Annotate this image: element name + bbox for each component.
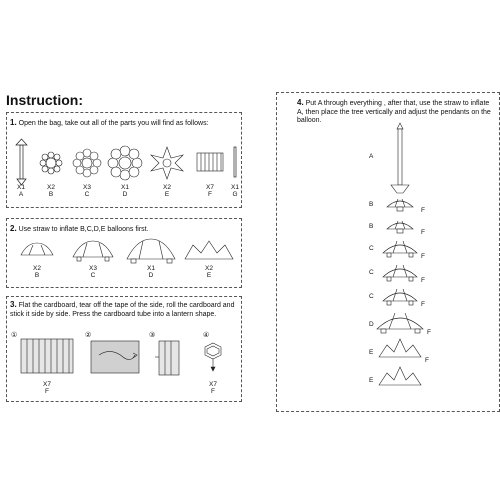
cardboard-tape-icon — [91, 341, 139, 373]
balloon-d-label: X1 D — [147, 265, 155, 279]
step2-instruction: Use straw to inflate B,C,D,E balloons first. — [18, 226, 149, 233]
stack-left-label-2: B — [369, 223, 374, 230]
step3-left-label: X7 F — [43, 381, 51, 395]
step3-number: 3. — [10, 300, 17, 309]
stack-left-label-6: D — [369, 321, 374, 328]
part-a-label: X1 A — [17, 184, 25, 198]
step1-panel — [6, 112, 242, 208]
step4-instruction: Put A through everything , after that, use the straw to inflate A, then place the tree vertically and adjust the pendants on the balloon. — [297, 100, 491, 124]
part-e-label: X2 E — [163, 184, 171, 198]
step3-right-label: X7 F — [209, 381, 217, 395]
assembly-stick-icon — [391, 123, 409, 193]
stack-right-label-4: F — [421, 277, 425, 284]
balloon-b-label: X2 B — [33, 265, 41, 279]
step1-number: 1. — [10, 118, 17, 127]
stack-left-label-1: B — [369, 201, 374, 208]
cardboard-flat-icon — [21, 339, 73, 373]
stack-right-label-6: F — [427, 329, 431, 336]
balloon-e-label: X2 E — [205, 265, 213, 279]
part-g-icon — [234, 147, 236, 177]
circle-3-label: ③ — [149, 331, 156, 339]
step1-instruction: Open the bag, take out all of the parts you will find as follows: — [18, 120, 209, 127]
step4-number: 4. — [297, 98, 304, 107]
balloon-c-label: X3 C — [89, 265, 97, 279]
step4-panel — [276, 92, 500, 412]
circle-2-label: ② — [85, 331, 92, 339]
part-c-icon — [73, 149, 101, 177]
stack-right-label-2: F — [421, 229, 425, 236]
assembly-d-icon — [377, 313, 423, 333]
stack-left-label-0: A — [369, 153, 374, 160]
stack-left-label-8: E — [369, 377, 374, 384]
balloon-b-icon — [21, 243, 53, 255]
cardboard-roll-icon — [155, 341, 179, 375]
stack-right-label-3: F — [421, 253, 425, 260]
balloon-c-icon — [73, 241, 113, 261]
part-b-label: X2 B — [47, 184, 55, 198]
part-g-label: X1 G — [231, 184, 239, 198]
part-f-icon — [197, 153, 223, 171]
balloon-e-icon — [185, 241, 233, 259]
assembly-e-2-icon — [379, 367, 421, 385]
step4-assembly-illustration — [277, 93, 499, 411]
balloon-d-icon — [127, 239, 175, 263]
assembly-c-1-icon — [383, 241, 417, 257]
step2-number: 2. — [10, 224, 17, 233]
part-a-icon — [16, 139, 27, 185]
stack-right-label-1: F — [421, 207, 425, 214]
circle-4-label: ④ — [203, 331, 210, 339]
stack-left-label-4: C — [369, 269, 374, 276]
assembly-b-1-icon — [387, 199, 413, 211]
lantern-shape-icon — [205, 343, 221, 371]
step2-panel — [6, 218, 242, 288]
step3-instruction: Flat the cardboard, tear off the tape of the side, roll the cardboard and stick it side by side. Press the cardboard tube into a lantern shape. — [10, 302, 235, 318]
assembly-c-2-icon — [383, 265, 417, 281]
stack-left-label-3: C — [369, 245, 374, 252]
step3-panel — [6, 296, 242, 402]
part-b-icon — [40, 152, 62, 174]
part-e-icon — [151, 147, 183, 179]
assembly-b-2-icon — [387, 221, 413, 233]
stack-right-label-7: F — [425, 357, 429, 364]
circle-1-label: ① — [11, 331, 18, 339]
page-title: Instruction: — [6, 92, 83, 108]
part-d-label: X1 D — [121, 184, 129, 198]
stack-left-label-7: E — [369, 349, 374, 356]
assembly-e-1-icon — [379, 339, 421, 357]
stack-left-label-5: C — [369, 293, 374, 300]
part-f-label: X7 F — [206, 184, 214, 198]
stack-right-label-5: F — [421, 301, 425, 308]
part-d-icon — [108, 146, 142, 180]
assembly-c-3-icon — [383, 289, 417, 305]
part-c-label: X3 C — [83, 184, 91, 198]
